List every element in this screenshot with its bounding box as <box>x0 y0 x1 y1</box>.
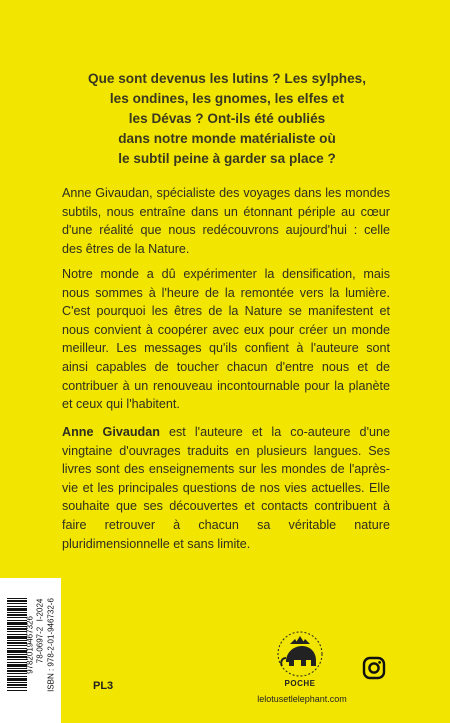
headline-line: les Dévas ? Ont-ils été oubliés <box>128 111 326 126</box>
barcode-number: 9782019467326 <box>25 616 35 674</box>
collection-code: PL3 <box>93 680 114 692</box>
author-name: Anne Givaudan <box>62 425 160 439</box>
instagram-icon[interactable] <box>362 656 386 680</box>
barcode <box>7 598 27 692</box>
publisher-label: POCHE <box>284 679 316 688</box>
author-bio-paragraph <box>62 423 390 553</box>
publisher-website: lelotusetlelephant.com <box>257 694 347 704</box>
lotus-elephant-logo-icon <box>264 628 336 678</box>
headline-line: les ondines, les gnomes, les elfes et <box>109 91 345 106</box>
isbn-full: ISBN : 978-2-01-946732-6 <box>46 598 56 692</box>
headline-line: Que sont devenus les lutins ? Les sylphes, <box>88 71 366 86</box>
headline-line: le subtil peine à garder sa place ? <box>118 151 336 166</box>
headline-line: dans notre monde matérialiste où <box>118 131 336 146</box>
headline <box>62 69 392 169</box>
intro-paragraph: Anne Givaudan, spécialiste des voyages dans les mondes subtils, nous entraîne dans un étonnant périple au cœur d'une réalité que nous redécouvrons aujourd'hui : celle des êtres de la Nature. <box>62 186 390 256</box>
isbn-short: 78-0697-2 <box>35 626 45 664</box>
author-bio-text: est l'auteure et la co-auteure d'une vingtaine d'ouvrages traduits en plusieurs langues. Ses livres sont des enseignements sur les mondes de l'après-vie et les principales questions de nos vies actuelles. Elle souhaite que ses découvertes et contacts contribuent à faire retrouver à chacun sa véritable nature pluridimensionnelle et sans limite. <box>62 425 390 551</box>
edition-date: I-2024 <box>35 598 45 622</box>
nature-paragraph: Notre monde a dû expérimenter la densification, mais nous sommes à l'heure de la remontée vers la lumière. C'est pourquoi les êtres de la Nature se manifestent et nous convient à coopérer avec eux pour créer un monde meilleur. Les messages qu'ils confient à l'auteure sont ainsi capables de toucher chacun d'entre nous et de contribuer à un renouveau incontournable pour la planète et ceux qui l'habitent. <box>62 267 390 412</box>
